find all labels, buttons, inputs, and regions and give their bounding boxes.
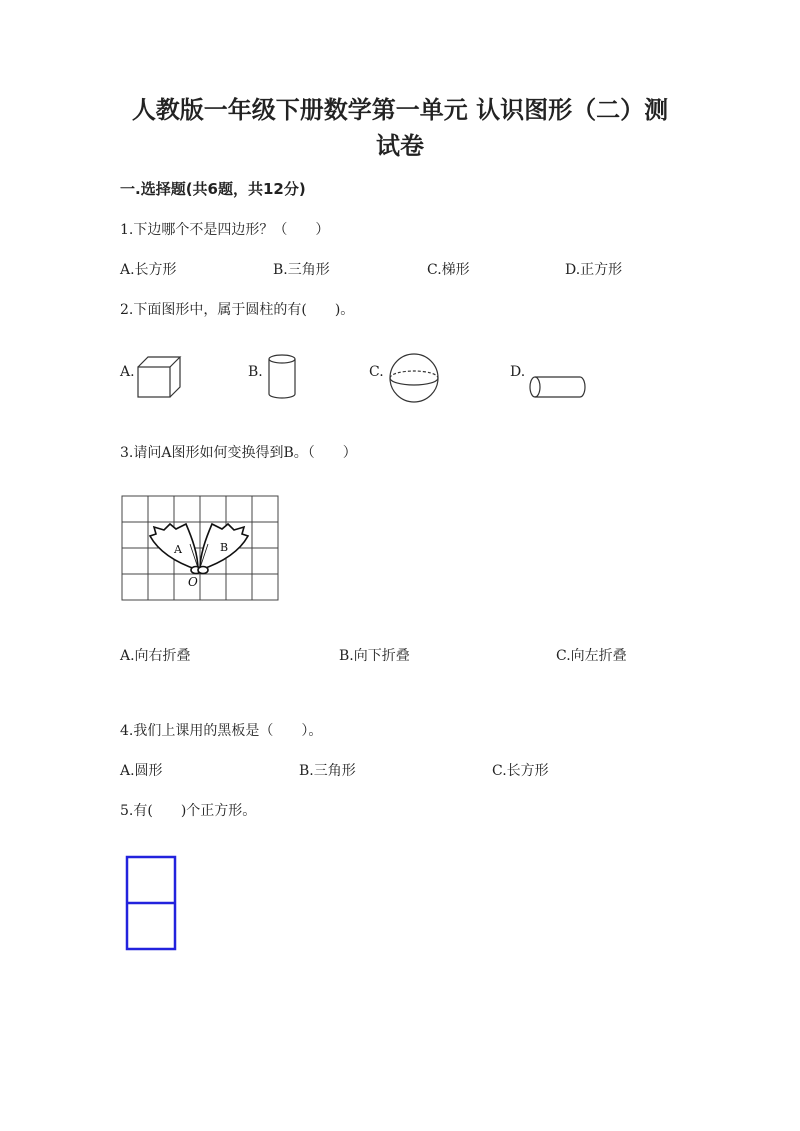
lying-cylinder-figure: [526, 374, 588, 402]
question-1: 1.下边哪个不是四边形？（ ）: [120, 222, 330, 238]
page-title: [120, 92, 680, 164]
q3-option-b[interactable]: B.向下折叠: [339, 648, 410, 664]
q1-option-c[interactable]: C.梯形: [427, 262, 470, 278]
question-4: 4.我们上课用的黑板是（ ）。: [120, 723, 323, 739]
section-heading: 一.选择题(共6题，共12分): [120, 180, 306, 198]
question-5: 5.有( )个正方形。: [120, 803, 257, 819]
q4-option-b[interactable]: B.三角形: [299, 763, 356, 779]
label-o: O: [188, 575, 198, 589]
title-line-2: 试卷: [376, 132, 424, 160]
q2-option-d[interactable]: D.: [510, 364, 526, 380]
q1-option-b[interactable]: B.三角形: [273, 262, 330, 278]
question-2: 2.下面图形中，属于圆柱的有( )。: [120, 302, 355, 318]
q4-option-a[interactable]: A.圆形: [120, 763, 163, 779]
q4-option-c[interactable]: C.长方形: [492, 763, 549, 779]
q1-option-d[interactable]: D.正方形: [565, 262, 623, 278]
sphere-figure: [386, 350, 442, 406]
cube-figure: [134, 355, 186, 401]
label-b: B: [220, 541, 229, 554]
q3-option-c[interactable]: C.向左折叠: [556, 648, 627, 664]
q2-option-a[interactable]: A.: [120, 364, 135, 380]
question-3: 3.请问A图形如何变换得到B。（ ）: [120, 445, 357, 461]
q2-option-b[interactable]: B.: [248, 364, 263, 380]
squares-figure: [125, 855, 179, 953]
flower-grid-figure: [120, 494, 282, 606]
q1-option-a[interactable]: A.长方形: [120, 262, 177, 278]
q3-option-a[interactable]: A.向右折叠: [120, 648, 191, 664]
cylinder-figure: [264, 352, 300, 402]
label-a: A: [174, 543, 182, 556]
q2-option-c[interactable]: C.: [369, 364, 384, 380]
title-line-1: 人教版一年级下册数学第一单元 认识图形（二）测: [131, 96, 669, 124]
